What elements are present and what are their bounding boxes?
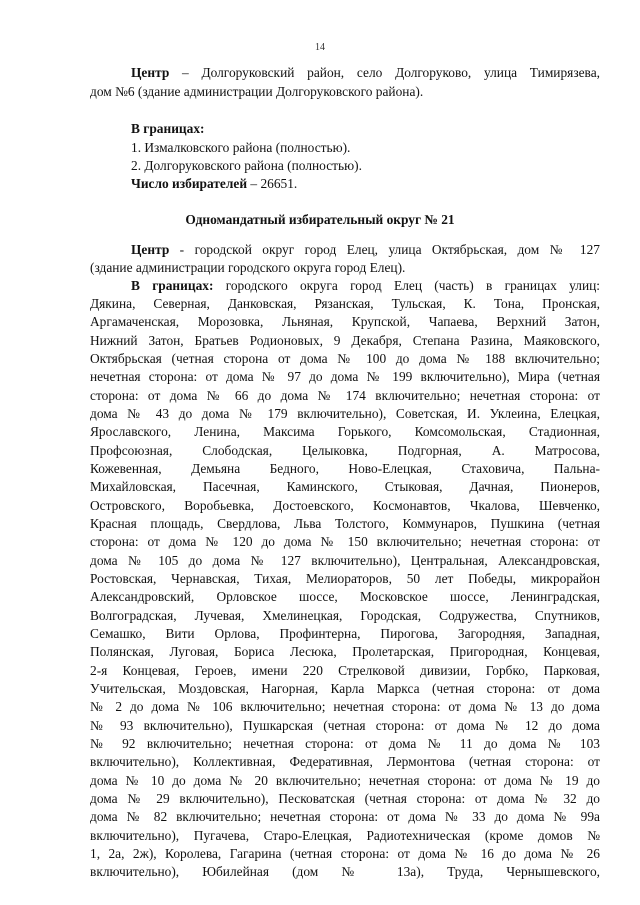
body-line: Семашко, Вити Орлова, Профинтерна, Пирогова, Загородняя, Западная,	[90, 625, 600, 641]
body-line: сторона: от дома № 66 до дома № 174 включительно; нечетная сторона: от	[90, 387, 600, 403]
body-line: дома № 29 включительно), Песковатская (четная сторона: от дома № 32 до	[90, 790, 600, 806]
body-line: № 92 включительно; нечетная сторона: от дома № 11 до дома № 103	[90, 735, 600, 751]
center-line-1	[131, 64, 600, 82]
bounds-heading: В границах:	[131, 121, 205, 136]
body-line: Ростовская, Чернавская, Тихая, Мелиораторов, 50 лет Победы, микрорайон	[90, 571, 600, 586]
body-line: дома № 10 до дома № 20 включительно; нечетная сторона: от дома № 19 до	[90, 772, 600, 788]
body-line: Волгоградская, Лучевая, Хмелинецкая, Городская, Содружества, Спутников,	[90, 607, 600, 623]
voters-label: Число избирателей	[131, 176, 248, 191]
center-line-1	[131, 241, 600, 259]
bounds-first-line	[131, 277, 600, 295]
body-line: 2-я Концевая, Героев, имени 220 Стрелковой дивизии, Горбко, Парковая,	[90, 662, 600, 678]
body-line: Александровский, Орловское шоссе, Московское шоссе, Ленинградская,	[90, 589, 600, 605]
center-text: – Долгоруковский район, село Долгоруково, улица Тимирязева,	[169, 65, 600, 80]
bounds-first-text: городского округа город Елец (часть) в границах улиц:	[213, 278, 600, 293]
body-line: Ярославского, Ленина, Максима Горького, Комсомольская, Стадионная,	[90, 424, 600, 440]
body-line: дома № 105 до дома № 127 включительно), Центральная, Александровская,	[90, 552, 600, 568]
voters-value: – 26651.	[247, 176, 298, 191]
center-text: - городской округ город Елец, улица Октябрьская, дом № 127	[169, 242, 600, 257]
center-label: Центр	[131, 242, 170, 257]
body-line: сторона: от дома № 120 до дома № 150 включительно; нечетная сторона: от	[90, 534, 600, 550]
body-line: № 93 включительно), Пушкарская (четная сторона: от дома № 12 до дома	[90, 717, 600, 733]
body-line: включительно), Коллективная, Федеративная, Лермонтова (четная сторона: от	[90, 754, 600, 770]
bounds-item: 1. Измалковского района (полностью).	[131, 140, 351, 155]
district-heading: Одномандатный избирательный округ № 21	[185, 212, 455, 227]
body-line: Полянская, Луговая, Бориса Лесюка, Пролетарская, Пригородная, Концевая,	[90, 644, 600, 660]
body-line: Красная площадь, Свердлова, Льва Толстого, Коммунаров, Пушкина (четная	[90, 516, 600, 531]
center-label: Центр	[131, 65, 170, 80]
body-line: 1, 2а, 2ж), Королева, Гагарина (четная сторона: от дома № 16 до дома № 26	[90, 845, 600, 861]
body-line: дома № 82 включительно; нечетная сторона: от дома № 33 до дома № 99а	[90, 809, 600, 825]
center-line-2: (здание администрации городского округа город Елец).	[90, 260, 406, 275]
body-line: нечетная сторона: от дома № 97 до дома № 199 включительно), Мира (четная	[90, 369, 600, 385]
page-number: 14	[315, 42, 325, 53]
bounds-item: 2. Долгоруковского района (полностью).	[131, 158, 362, 173]
bounds-label: В границах:	[131, 278, 214, 293]
body-line: Кожевенная, Демьяна Бедного, Ново-Елецкая, Стаховича, Пальна-	[90, 461, 600, 476]
body-line: Профсоюзная, Слободская, Целыковка, Подгорная, А. Матросова,	[90, 442, 600, 458]
body-line: Островского, Воробьевка, Достоевского, Космонавтов, Чкалова, Шевченко,	[90, 497, 600, 513]
body-line: Октябрьская (четная сторона от дома № 100 до дома № 188 включительно;	[90, 351, 600, 366]
body-line: Нижний Затон, Братьев Родионовых, 9 Декабря, Степана Разина, Маяковского,	[90, 332, 600, 348]
center-line-2: дом №6 (здание администрации Долгоруковского района).	[90, 84, 424, 99]
body-line: включительно), Юбилейная (дом № 13а), Труда, Чернышевского,	[90, 864, 600, 880]
voters-line	[131, 175, 600, 193]
body-line: Учительская, Моздовская, Нагорная, Карла Маркса (четная сторона: от дома	[90, 680, 600, 696]
body-line: дома № 43 до дома № 179 включительно), Советская, И. Уклеина, Елецкая,	[90, 406, 600, 421]
body-line: Михайловская, Пасечная, Каминского, Стыковая, Дачная, Пионеров,	[90, 479, 600, 495]
body-line: Аргамаченская, Морозовка, Льняная, Крупской, Чапаева, Верхний Затон,	[90, 314, 600, 330]
body-line: № 2 до дома № 106 включительно; нечетная сторона: от дома № 13 до дома	[90, 699, 600, 715]
body-line: Дякина, Северная, Данковская, Рязанская, Тульская, К. Тона, Пронская,	[90, 296, 600, 311]
body-line: включительно), Пугачева, Старо-Елецкая, Радиотехническая (кроме домов №	[90, 827, 600, 843]
